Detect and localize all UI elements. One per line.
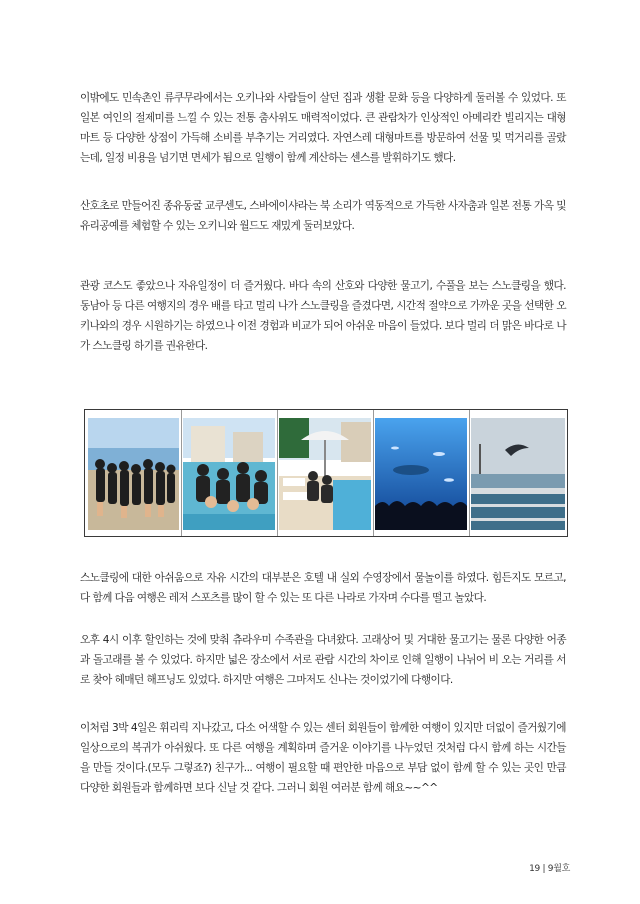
pool-group-photo — [183, 418, 275, 530]
paragraph-okinawa-world: 산호초로 만들어진 종유동굴 교쿠센도, 스바에이샤라는 북 소리가 역동적으로 가득한 사자춤과 일본 전통 가옥 및 유리공예를 체험할 수 있는 오키니와 월드도 재밌게 둘러보았다. — [80, 200, 566, 232]
aquarium-photo — [375, 418, 467, 530]
photo-divider — [181, 410, 182, 536]
photo-strip — [84, 409, 568, 537]
paragraph-snorkeling: 관광 코스도 좋았으나 자유일정이 더 즐거웠다. 바다 속의 산호와 다양한 물고기, 수풀을 보는 스노클링을 했다. 동남아 등 다른 여행지의 경우 배를 타고 멀리 나가 스노클링을 즐겼다면, 시간적 절약으로 가까운 곳을 선택한 오키나와의 경우 시원하기는 하였으나 이전 경험과 비교가 되어 아쉬운 마음이 들었다. 보다 멀리 더 맑은 바다로 나가 스노클링 하기를 권유한다. — [80, 280, 566, 352]
paragraph-churaumi-aquarium: 오후 4시 이후 할인하는 것에 맞춰 츄라우미 수족관을 다녀왔다. 고래상어 및 거대한 물고기는 물론 다양한 어종과 돌고래를 볼 수 있었다. 하지만 넓은 장소에서 서로 관람 시간의 차이로 인해 일행이 나뉘어 비 오는 거리를 서로 찾아 헤매던 해프닝도 있었다. 하지만 여행은 그마저도 신나는 것이었기에 다행이다. — [80, 634, 566, 686]
poolside-photo — [279, 418, 371, 530]
paragraph-ryukyu-mura: 이밖에도 민속촌인 류쿠무라에서는 오키나와 사람들이 살던 집과 생활 문화 등을 다양하게 둘러볼 수 있었다. 또 일본 여인의 절제미를 느낄 수 있는 전통 춤사위도 매력적이었다. 큰 관람차가 인상적인 아메리칸 빌리지는 대형마트 등 다양한 상점이 가득해 소비를 부추기는 거리였다. 자연스레 대형마트를 방문하여 선물 및 먹거리를 골랐는데, 일정 비용을 넘기면 면세가 됨으로 일행이 함께 계산하는 센스를 발휘하기도 했다. — [80, 92, 566, 164]
photo-divider — [373, 410, 374, 536]
page-number-footer: 19 | 9월호 — [529, 864, 570, 874]
paragraph-closing: 이처럼 3박 4일은 휘리릭 지나갔고, 다소 어색할 수 있는 센터 회원들이 함께한 여행이 있지만 더없이 즐거웠기에 일상으로의 복귀가 아쉬웠다. 또 다른 여행을 계획하며 즐거운 이야기를 나누었던 것처럼 다시 함께 하는 시간들을 만들 것이다.(모두 그렇죠?) 친구가... 여행이 필요할 때 편안한 마음으로 부담 없이 함께 할 수 있는 곳인 만큼 다양한 회원들과 함께하면 보다 신날 것 같다. 그러니 회원 여러분 함께 해요~~^^ — [80, 722, 566, 794]
paragraph-hotel-pool: 스노클링에 대한 아쉬움으로 자유 시간의 대부분은 호텔 내 실외 수영장에서 물놀이를 하였다. 힘든지도 모르고, 다 함께 다음 여행은 레저 스포츠를 많이 할 수 있는 또 다른 나라로 가자며 수다를 떨고 놀았다. — [80, 572, 566, 604]
photo-divider — [277, 410, 278, 536]
group-snorkel-photo — [88, 418, 179, 530]
photo-divider — [469, 410, 470, 536]
dolphin-show-photo — [471, 418, 565, 530]
